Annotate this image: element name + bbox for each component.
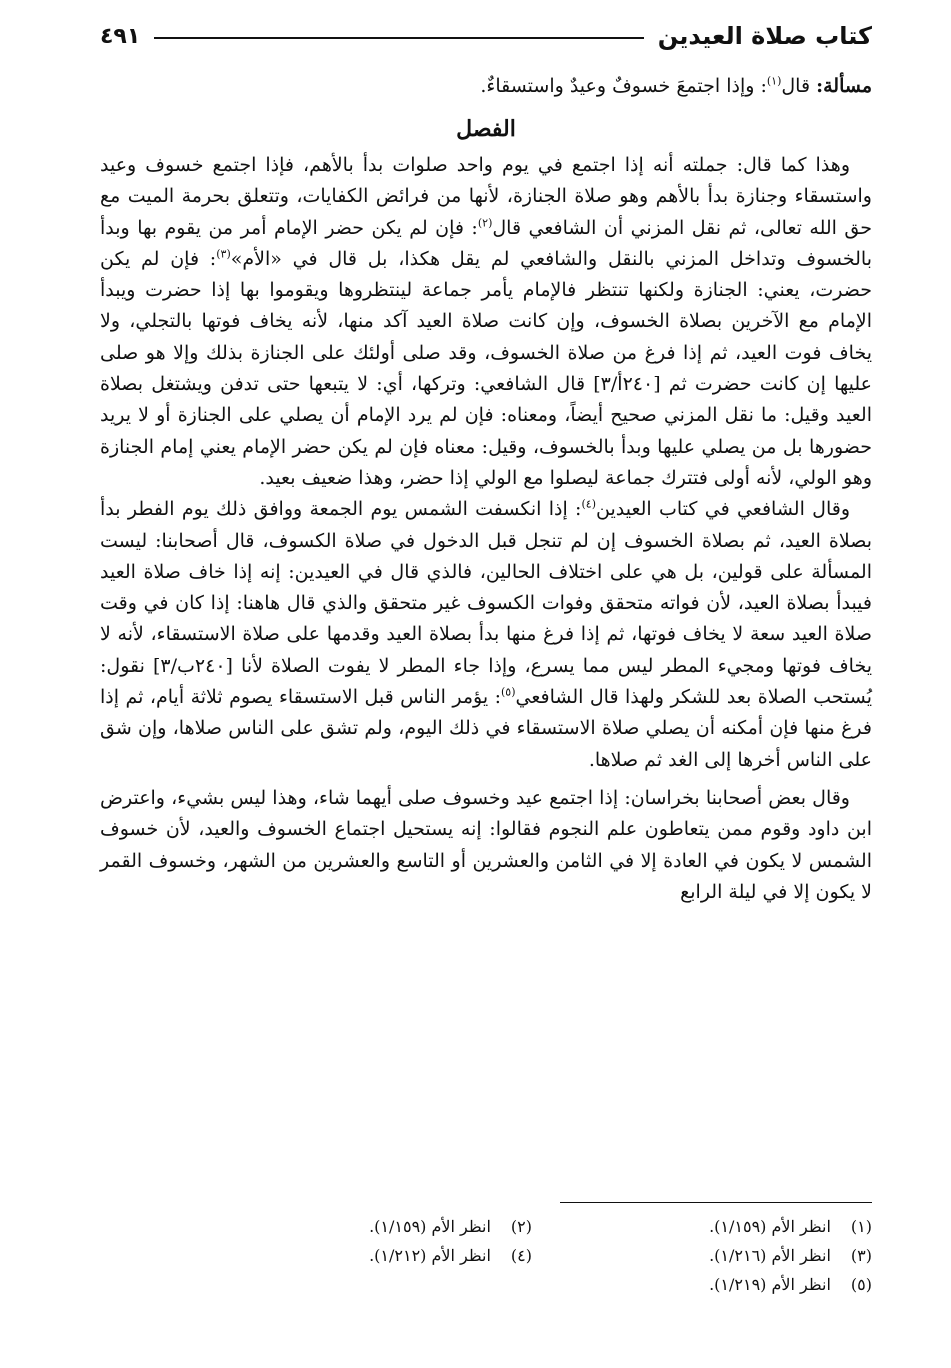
footnote-ref: (٤) [581, 497, 596, 511]
running-header [100, 16, 872, 56]
text-segment: وقال الشافعي في كتاب العيدين [595, 498, 851, 521]
footnote-text: انظر الأم (١/١٥٩). [369, 1217, 491, 1236]
footnote-number: (١) [850, 1217, 872, 1236]
footnote-text: انظر الأم (١/٢١٦). [709, 1246, 831, 1265]
book-title: كتاب صلاة العيدين [657, 22, 872, 50]
text-segment: : فإن لم يكن حضرت، يعني: الجنازة ولكنها تنتظر فالإمام يأمر جماعة لينتظروها ويقوموا بها إذا حضرت ويبدأ الإمام مع الآخرين بصلاة الخسوف، وإن كانت صلاة العيد آكد منها، لأنه يخاف فوتها بالتجلي، ولا يخاف فوت العيد، ثم إذا فرغ من صلاة الخسوف، وقد صلى أولئك على الجنازة بذلك وإلا هو صلى عليها إن كانت حضرت ثم [٢٤٠أ/٣] قال الشافعي: وتركها، أي: لا يتبعها حتى تدفن ويشتغل بصلاة العيد وقيل: ما نقل المزني صحيح أيضاً، ومعناه: فإن لم يرد الإمام أن يصلي على الجنازة أو لا يريد حضورها بل من يصلي عليها وبدأ بالخسوف، وقيل: معناه فإن لم يكن حضر الإمام يعني إمام الجنازة وهو الولي، لأنه أولى فتترك جماعة ليصلوا مع الولي إذا حضر، وهذا ضعيف بعيد. [100, 247, 872, 489]
section-title: الفصل [456, 116, 516, 142]
footnote-separator [560, 1202, 872, 1203]
footnote-item [572, 1270, 872, 1299]
footnote-text: انظر الأم (١/٢١٢). [369, 1246, 491, 1265]
footnote-item [572, 1241, 872, 1270]
page-number: ٤٩١ [100, 23, 141, 49]
footnote-number: (٣) [850, 1246, 872, 1265]
footnote-number: (٥) [850, 1275, 872, 1294]
footnotes [100, 1212, 872, 1299]
footnote-item [232, 1212, 532, 1241]
issue-text-part: قال [781, 75, 817, 97]
footnote-number: (٢) [510, 1217, 532, 1236]
paragraph-2 [100, 494, 872, 776]
footnote-number: (٤) [510, 1246, 532, 1265]
footnote-ref: (٢) [477, 216, 493, 230]
paragraph-3: وقال بعض أصحابنا بخراسان: إذا اجتمع عيد وخسوف صلى أيهما شاء، وهذا ليس بشيء، واعترض ابن داود وقوم ممن يتعاطون علم النجوم فقالوا: إنه يستحيل اجتماع الخسوف والعيد، لأن خسوف الشمس لا يكون في العادة إلا في الثامن والعشرين أو التاسع والعشرين من الشهر، وخسوف القمر لا يكون إلا في ليلة الرابع [100, 786, 872, 903]
footnote-text: انظر الأم (١/١٥٩). [709, 1217, 831, 1236]
footnote-item [232, 1241, 532, 1270]
footnote-ref: (٥) [501, 685, 516, 699]
issue-text-part: : وإذا اجتمعَ خسوفٌ وعيدٌ واستسقاءٌ. [480, 75, 767, 97]
issue-label: مسألة: [816, 75, 872, 97]
issue-statement [100, 66, 872, 106]
paragraph-1 [100, 150, 872, 494]
text-segment: : يؤمر الناس قبل الاستسقاء يصوم ثلاثة أيام، ثم إذا فرغ منها فإن أمكنه أن يصلي صلاة الاستسقاء في ذلك اليوم، ولم تشق على الناس صلاها، وإن شق على الناس أخرها إلى الغد ثم صلاها. [100, 686, 872, 771]
header-rule [154, 37, 643, 39]
footnote-ref: (١) [766, 74, 782, 88]
footnote-item [572, 1212, 872, 1241]
footnote-ref: (٣) [216, 247, 231, 261]
body-text [100, 150, 872, 908]
text-segment: : فإن لم يكن حضر الإمام أمر من يقوم بها وبدأ بالخسوف وتداخل المزني بالنقل والشافعي لم يقل هكذا، بل قال في «الأم» [100, 216, 872, 270]
text-segment: : إذا انكسفت الشمس يوم الجمعة ووافق ذلك يوم الفطر بدأ بصلاة العيد، ثم بصلاة الخسوف إن لم تنجل قبل الدخول في صلاة الكسوف، قال أصحابنا: ليست المسألة على قولين، بل هي على اختلاف الحالين، فالذي قال في العيدين: إنه إذا خاف صلاة العيد فيبدأ بصلاة العيد، لأن فواته متحقق وفوات الكسوف غير متحقق والذي قال هاهنا: إذا كان في وقت صلاة العيد سعة لا يخاف فوتها، ثم إذا فرغ منها بدأ بصلاة العيد وقدمها على صلاة الاستسقاء، لأنه لا يخاف فوتها ومجيء المطر ليس مما يسرع، وإذا جاء المطر لا يفوت الصلاة لأنا [٢٤٠ب/٣] نقول: يُستحب الصلاة بعد للشكر ولهذا قال الشافعي [100, 498, 872, 709]
footnote-text: انظر الأم (١/٢١٩). [709, 1275, 831, 1294]
text-segment: وهذا كما قال: جملته أنه إذا اجتمع في يوم واحد صلوات بدأ بالأهم، فإذا اجتمع خسوف وعيد واستسقاء وجنازة بدأ بالأهم وهو صلاة الجنازة، لأنها من فرائض الكفايات، وتتعلق بحرمة الميت مع حق الله تعالى، ثم نقل المزني أن الشافعي قال [100, 154, 872, 239]
